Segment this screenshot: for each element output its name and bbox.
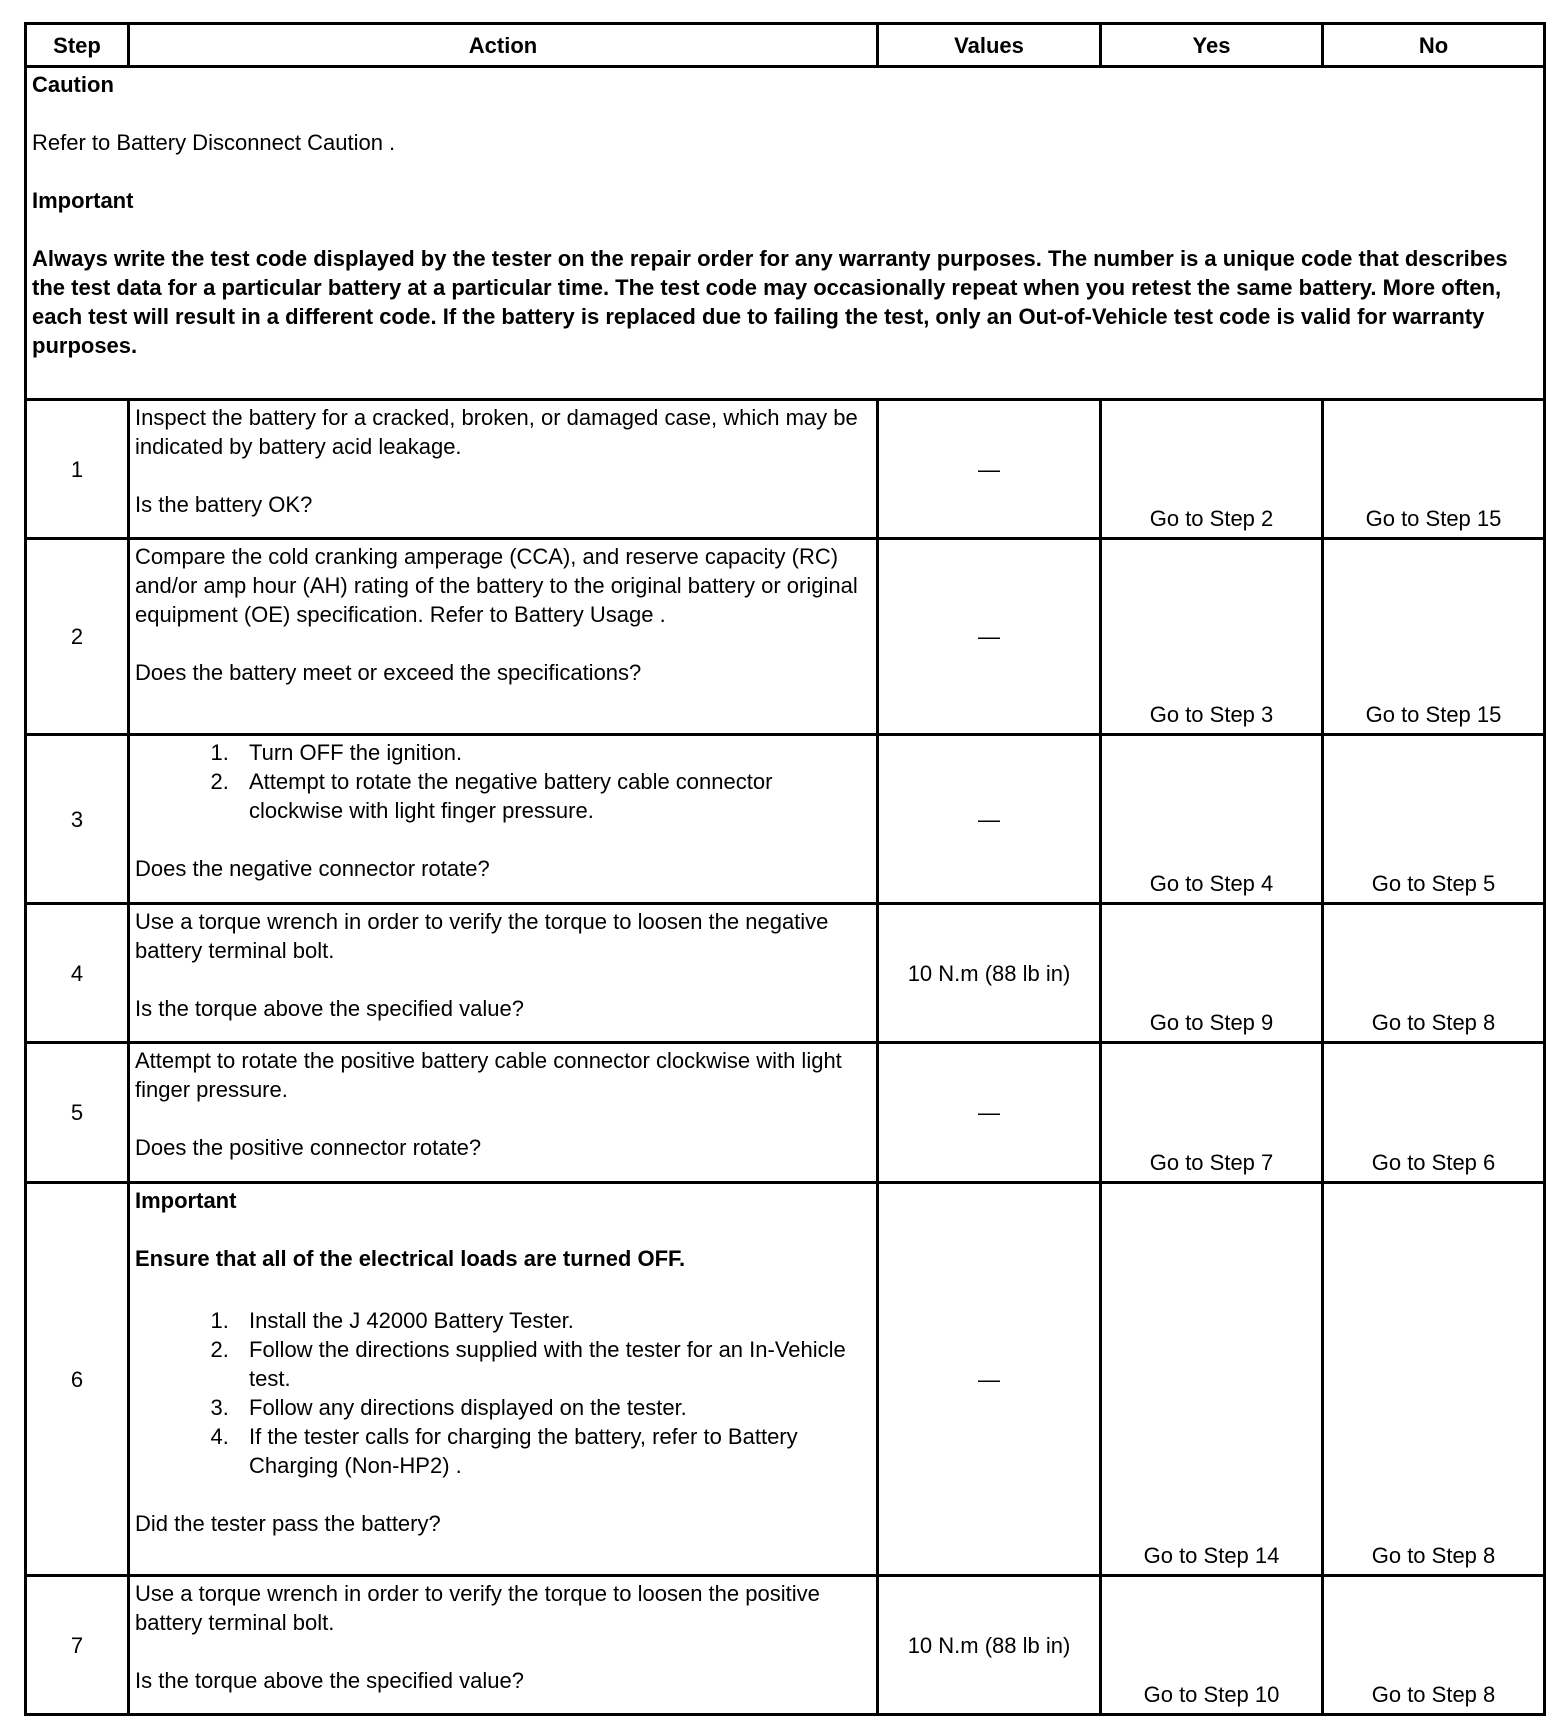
action-question: Did the tester pass the battery? [135,1511,441,1536]
action-cell [129,904,878,1043]
action-cell [129,1043,878,1183]
action-cell [129,1183,878,1576]
yes-link[interactable]: Go to Step 4 [1101,735,1323,904]
list-item: 2. Attempt to rotate the negative battery cable connector clockwise with light finger pressure. [235,767,871,825]
step-number: 4 [26,904,129,1043]
action-question: Is the battery OK? [135,492,313,517]
important-text: Ensure that all of the electrical loads are turned OFF. [135,1246,686,1271]
action-cell [129,735,878,904]
list-item: 1. Install the J 42000 Battery Tester. [235,1306,871,1335]
header-action: Action [129,24,878,67]
action-text: Use a torque wrench in order to verify the torque to loosen the negative battery terminal bolt. [135,909,829,963]
value-cell: 10 N.m (88 lb in) [878,904,1101,1043]
important-title: Important [32,188,134,213]
action-list [135,738,871,825]
header-yes: Yes [1101,24,1323,67]
important-text: Always write the test code displayed by the tester on the repair order for any warranty purposes. The number is a unique code that describes the test data for a particular battery at a particular time. The test code may occasionally repeat when you retest the same battery. More often, each test will result in a different code. If the battery is replaced due to failing the test, only an Out-of-Vehicle test code is valid for warranty purposes. [32,246,1508,358]
caution-title: Caution [32,72,114,97]
yes-link[interactable]: Go to Step 10 [1101,1576,1323,1715]
list-item: 4. If the tester calls for charging the battery, refer to Battery Charging (Non-HP2) . [235,1422,871,1480]
step-number: 7 [26,1576,129,1715]
step-number: 5 [26,1043,129,1183]
action-question: Does the positive connector rotate? [135,1135,482,1160]
list-item: 3. Follow any directions displayed on the tester. [235,1393,871,1422]
diagnostic-table [24,22,1546,1716]
value-cell: — [878,1043,1101,1183]
no-link[interactable]: Go to Step 15 [1323,539,1545,735]
caution-text: Refer to Battery Disconnect Caution . [32,130,396,155]
header-no: No [1323,24,1545,67]
action-question: Is the torque above the specified value? [135,996,524,1021]
table-row [26,1043,1545,1183]
action-text: Use a torque wrench in order to verify the torque to loosen the positive battery terminal bolt. [135,1581,820,1635]
value-cell: — [878,539,1101,735]
no-link[interactable]: Go to Step 5 [1323,735,1545,904]
yes-link[interactable]: Go to Step 3 [1101,539,1323,735]
step-number: 2 [26,539,129,735]
action-question: Is the torque above the specified value? [135,1668,524,1693]
action-cell [129,539,878,735]
step-number: 1 [26,400,129,539]
value-cell: — [878,1183,1101,1576]
yes-link[interactable]: Go to Step 2 [1101,400,1323,539]
table-row [26,735,1545,904]
action-list [135,1302,871,1480]
table-row [26,539,1545,735]
yes-link[interactable]: Go to Step 14 [1101,1183,1323,1576]
table-row [26,400,1545,539]
action-text: Compare the cold cranking amperage (CCA), and reserve capacity (RC) and/or amp hour (AH) rating of the battery to the original battery or original equipment (OE) specification. Refer to Battery Usage . [135,544,858,627]
action-text: Inspect the battery for a cracked, broken, or damaged case, which may be indicated by battery acid leakage. [135,405,858,459]
no-link[interactable]: Go to Step 8 [1323,904,1545,1043]
header-step: Step [26,24,129,67]
list-item: 2. Follow the directions supplied with the tester for an In-Vehicle test. [235,1335,871,1393]
no-link[interactable]: Go to Step 15 [1323,400,1545,539]
action-cell [129,400,878,539]
no-link[interactable]: Go to Step 8 [1323,1183,1545,1576]
important-title: Important [135,1188,237,1213]
table-row [26,904,1545,1043]
value-cell: — [878,400,1101,539]
no-link[interactable]: Go to Step 6 [1323,1043,1545,1183]
no-link[interactable]: Go to Step 8 [1323,1576,1545,1715]
value-cell: 10 N.m (88 lb in) [878,1576,1101,1715]
value-cell: — [878,735,1101,904]
list-item: 1. Turn OFF the ignition. [235,738,871,767]
header-values: Values [878,24,1101,67]
action-cell [129,1576,878,1715]
action-text: Attempt to rotate the positive battery cable connector clockwise with light finger pressure. [135,1048,842,1102]
yes-link[interactable]: Go to Step 9 [1101,904,1323,1043]
step-number: 6 [26,1183,129,1576]
notice-cell [26,67,1545,400]
step-number: 3 [26,735,129,904]
yes-link[interactable]: Go to Step 7 [1101,1043,1323,1183]
action-question: Does the negative connector rotate? [135,856,490,881]
notice-row [26,67,1545,400]
action-question: Does the battery meet or exceed the specifications? [135,660,642,685]
header-row [26,24,1545,67]
table-row [26,1576,1545,1715]
table-row [26,1183,1545,1576]
